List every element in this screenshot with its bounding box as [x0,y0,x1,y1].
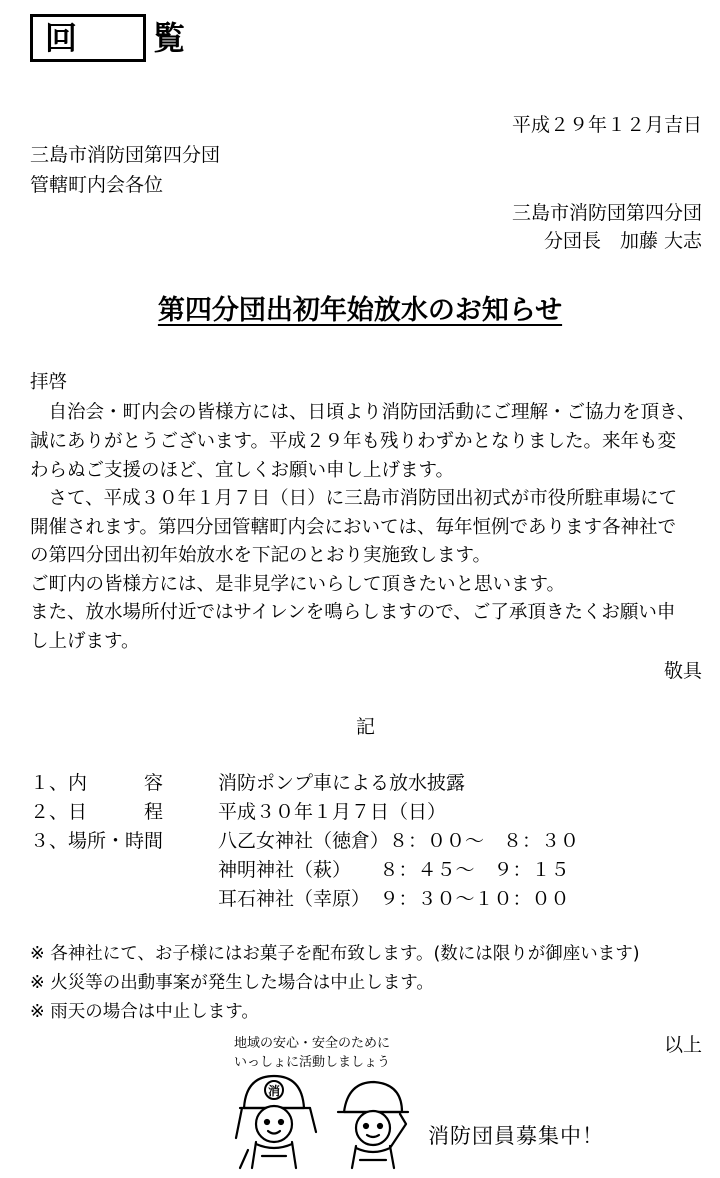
item-value-content: 消防ポンプ車による放水披露 [218,772,466,794]
title-text: 第四分団出初年始放水のお知らせ [157,295,563,326]
item-label-place-time: ３、場所・時間 [30,830,164,852]
note: ※ 各神社にて、お子様にはお菓子を配布致します。(数には限りが御座います) [30,944,640,964]
schedule-row: 神明神社（萩） ８：４５～ ９：１５ [218,859,570,881]
note: ※ 雨天の場合は中止します。 [30,1002,259,1022]
item-label-date: ２、日 程 [30,801,164,823]
recruit-message: 消防団員募集中！ [428,1124,604,1148]
sender-line-1: 三島市消防団第四分団 [511,202,702,224]
schedule-row: 八乙女神社（徳倉）８：００～ ８：３０ [218,830,580,852]
body-line: また、放水場所付近ではサイレンを鳴らしますので、ご了承頂きたくお願い申 [30,602,676,623]
item-value-date: 平成３０年１月７日（日） [218,801,447,823]
mascot-illustration [232,1068,422,1172]
schedule-row: 耳石神社（幸原） ９：３０～１０：００ [218,888,570,910]
slogan-line-1: 地域の安心・安全のために [234,1036,391,1051]
note: ※ 火災等の出動事案が発生した場合は中止します。 [30,973,434,993]
body-line: 誠にありがとうございます。平成２９年も残りわずかとなりました。来年も変 [30,431,677,452]
slogan-line-2: いっしょに活動しましょう [234,1055,391,1070]
body-line: し上げます。 [30,631,140,652]
sender-line-2: 分団長 加藤 大志 [543,230,702,252]
closing-keigu: 敬具 [663,660,702,682]
body-line: ご町内の皆様方には、是非見学にいらして頂きたいと思います。 [30,574,566,595]
body-line: 自治会・町内会の皆様方には、日頃より消防団活動にご理解・ご協力を頂き、 [30,402,696,423]
greeting: 拝啓 [30,372,68,393]
page-title [0,288,720,327]
body-line: わらぬご支援のほど、宜しくお願い申し上げます。 [30,460,455,481]
body-line: さて、平成３０年１月７日（日）に三島市消防団出初式が市役所駐車場にて [30,488,678,509]
recipient-line-1: 三島市消防団第四分団 [30,144,221,166]
end-mark: 以上 [663,1034,702,1056]
item-label-content: １、内 容 [30,772,164,794]
mascot-badge: 消 [267,1084,281,1098]
body-line: の第四分団出初年始放水を下記のとおり実施致します。 [30,545,492,566]
record-heading: 記 [356,716,376,738]
document-date: 平成２９年１２月吉日 [511,114,702,136]
recipient-line-2: 管轄町内会各位 [30,174,164,196]
body-line: 開催されます。第四分団管轄町内会においては、毎年恒例であります各神社で [30,517,677,538]
kairan-stamp: 回 覧 [30,14,146,62]
